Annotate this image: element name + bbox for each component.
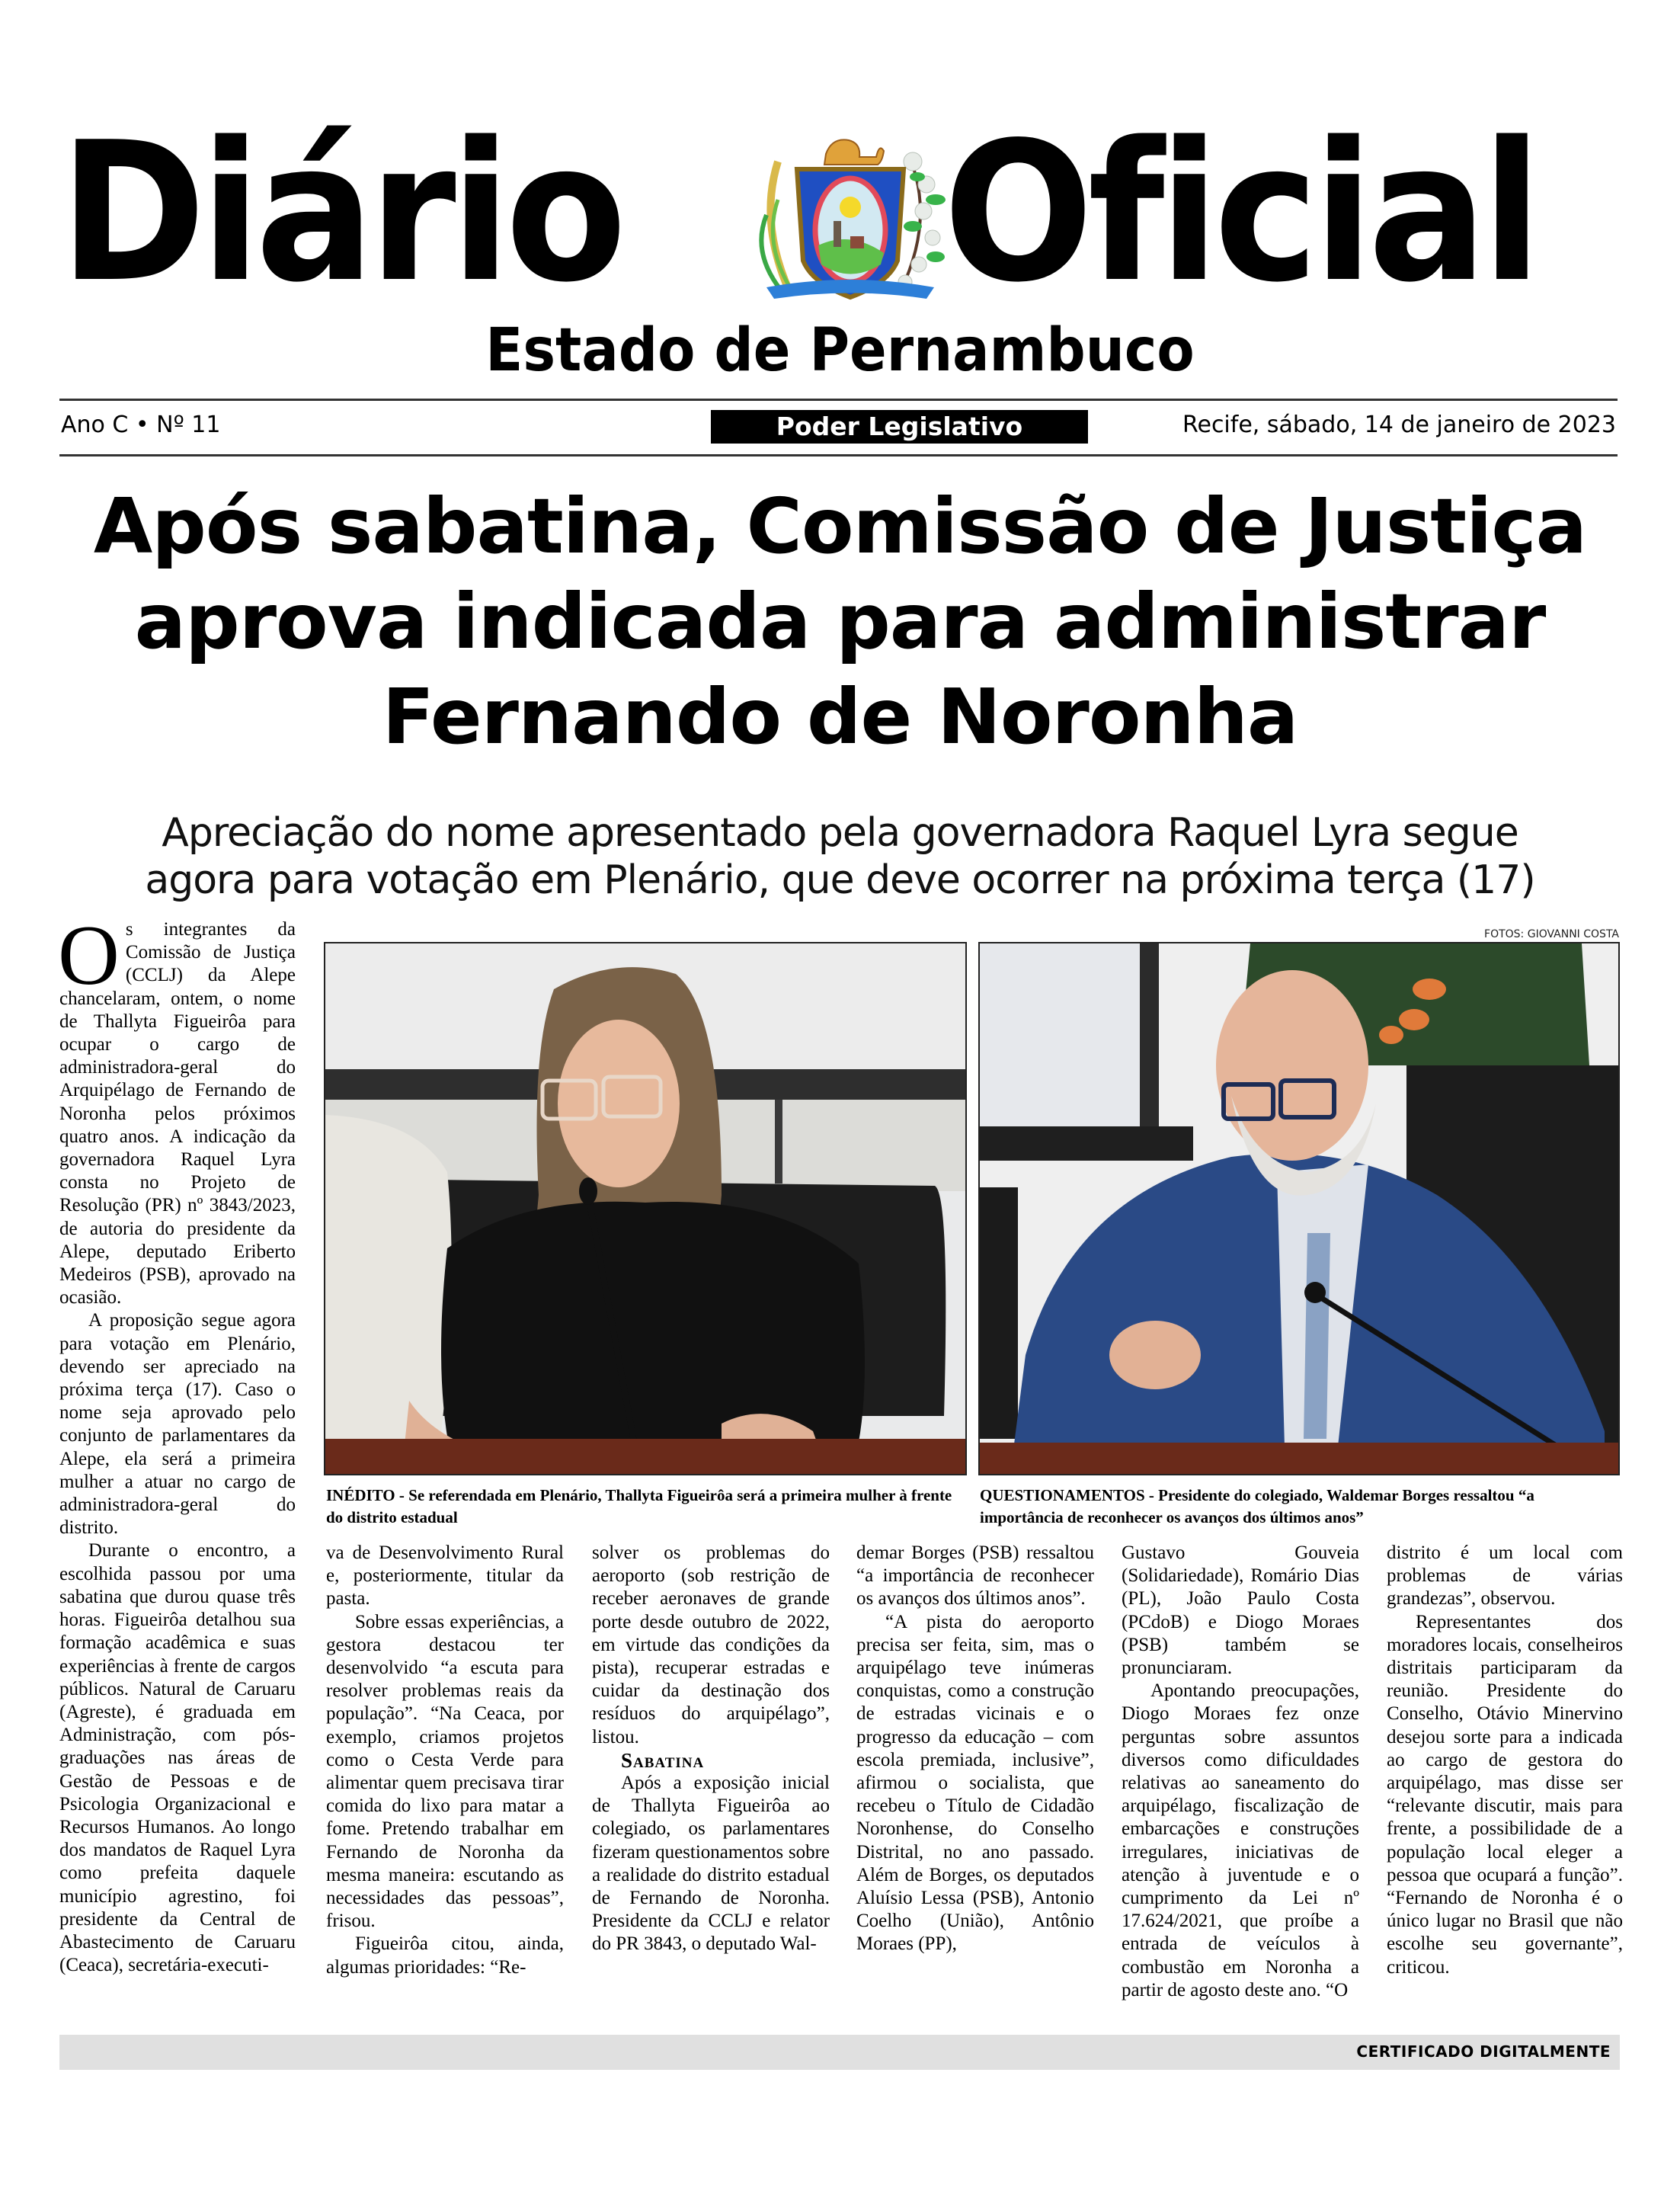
- article-column-4: [856, 1542, 1094, 1956]
- caption-label: QUESTIONAMENTOS: [980, 1486, 1145, 1504]
- dek-line: agora para votação em Plenário, que deve ocorrer na próxima terça (17): [145, 857, 1535, 903]
- article-column-1: [58, 908, 296, 1977]
- paragraph: Figueirôa citou, ainda, algumas prioridades: “Re-: [326, 1933, 564, 1978]
- photo-caption: [980, 1485, 1620, 1529]
- photo-credit: FOTOS: GIOVANNI COSTA: [1484, 928, 1619, 940]
- article-column-3: [592, 1542, 830, 1956]
- paragraph-text: s integrantes da Comissão de Justiça (CCLJ) da Alepe chancelaram, ontem, o nome de Thallyta Figueirôa para ocupar o cargo de administradora-geral do Arquipélago de Fernando de Noronha pelos próximos quatro anos. A indicação da governadora Raquel Lyra consta no Projeto de Resolução (PR) nº 3843/2023, de autoria do presidente da Alepe, deputado Eriberto Medeiros (PSB), aprovado na ocasião.: [59, 919, 296, 1309]
- headline-line: aprova indicada para administrar: [134, 577, 1546, 666]
- paragraph: demar Borges (PSB) ressaltou “a importância de reconhecer os avanços dos últimos anos”.: [856, 1542, 1094, 1610]
- paragraph: “A pista do aeroporto precisa ser feita, sim, mas o arquipélago teve inúmeras conquistas, como a construção de estradas vicinais e o progresso da educação – com escola premiada, inclusive”, afirmou o socialista, que recebeu o Título de Cidadão Noronhense, do Conselho Distrital, no ano passado. Além de Borges, os deputados Aluísio Lessa (PSB), Antonio Coelho (União), Antônio Moraes (PP),: [856, 1611, 1094, 1955]
- paragraph: Apontando preocupações, Diogo Moraes fez onze perguntas sobre assuntos diversos como dificuldades relativas ao saneamento do arquipélago, fiscalização de embarcações e construções irregulares, iniciativas de atenção à juventude e o cumprimento da Lei nº 17.624/2021, que proíbe a entrada de veículos à combustão em Noronha a partir de agosto deste ano. “O: [1122, 1680, 1359, 2000]
- info-bar: [59, 405, 1618, 448]
- headline-line: Após sabatina, Comissão de Justiça: [93, 482, 1587, 571]
- article-dek: [46, 809, 1634, 904]
- masthead-subtitle: Estado de Pernambuco: [485, 316, 1195, 385]
- dek-line: Apreciação do nome apresentado pela governadora Raquel Lyra segue: [162, 810, 1518, 856]
- divider-bottom: [59, 454, 1618, 456]
- paragraph: A proposição segue agora para votação em Plenário, devendo ser apreciado na próxima terça (17). Caso o nome seja aprovado pelo conjunto de parlamentares da Alepe, ela será a primeira mulher a atuar no cargo de administradora-geral do distrito.: [59, 1310, 296, 1539]
- section-subhead: Sabatina: [621, 1748, 705, 1772]
- caption-label: INÉDITO: [326, 1486, 395, 1504]
- article-headline: [46, 479, 1634, 764]
- footer-bar: [59, 2035, 1620, 2070]
- article-column-2: [326, 1542, 564, 1979]
- dateline: Recife, sábado, 14 de janeiro de 2023: [1182, 412, 1616, 438]
- caption-text: - Presidente do colegiado, Waldemar Borges ressaltou “a importância de reconhecer os avanços dos últimos anos”: [980, 1486, 1534, 1526]
- pernambuco-coat-of-arms-icon: [736, 131, 965, 306]
- section-badge: Poder Legislativo: [711, 410, 1088, 444]
- photo-waldemar-borges: [978, 942, 1620, 1475]
- paragraph: Representantes dos moradores locais, conselheiros distritais participaram da reunião. Presidente do Conselho, Otávio Minervino desejou sorte para a indicada ao cargo de gestora do arquipélago, mas disse ser “relevante discutir, mais para frente, a possibilidade de a população local eleger a pessoa que ocupará a função”. “Fernando de Noronha é o único lugar no Brasil que não escolhe seu governante”, criticou.: [1387, 1611, 1623, 1978]
- photo-caption: [326, 1485, 966, 1529]
- masthead-title-right: Oficial: [943, 101, 1537, 325]
- digital-certification-label: CERTIFICADO DIGITALMENTE: [1356, 2042, 1611, 2061]
- paragraph: [58, 908, 296, 1309]
- article-column-6: [1387, 1542, 1623, 1979]
- photo-2-illustration: [980, 943, 1618, 1474]
- caption-text: - Se referendada em Plenário, Thallyta Figueirôa será a primeira mulher à frente do distrito estadual: [326, 1486, 952, 1526]
- paragraph: solver os problemas do aeroporto (sob restrição de receber aeronaves de grande porte desde outubro de 2022, em virtude das condições da pista), recuperar estradas e cuidar da destinação dos resíduos do arquipélago”, listou.: [592, 1542, 830, 1747]
- paragraph: Gustavo Gouveia (Solidariedade), Romário Dias (PL), João Paulo Costa (PCdoB) e Diogo Moraes (PSB) também se pronunciaram.: [1122, 1542, 1359, 1679]
- paragraph: Sobre essas experiências, a gestora destacou ter desenvolvido “a escuta para resolver problemas reais da população”. “Na Ceaca, por exemplo, criamos projetos como o Cesta Verde para alimentar quem precisava tirar comida do lixo para matar a fome. Pretendo trabalhar em Fernando de Noronha da mesma maneira: escutando as necessidades das pessoas”, frisou.: [326, 1611, 564, 1932]
- masthead: [59, 101, 1621, 325]
- article-column-5: [1122, 1542, 1359, 2002]
- paragraph: Durante o encontro, a escolhida passou por uma sabatina que durou quase três horas. Figueirôa detalhou sua formação acadêmica e suas experiências à frente de cargos públicos. Natural de Caruaru (Agreste), é graduada em Administração, com pós-graduações nas áreas de Gestão de Pessoas e de Psicologia Organizacional e Recursos Humanos. Ao longo dos mandatos de Raquel Lyra como prefeita daquele município agrestino, foi presidente da Central de Abastecimento de Caruaru (Ceaca), secretária-executi-: [59, 1540, 296, 1976]
- photo-1-illustration: [325, 943, 965, 1474]
- masthead-title-left: Diário: [59, 101, 622, 325]
- paragraph: va de Desenvolvimento Rural e, posteriormente, titular da pasta.: [326, 1542, 564, 1610]
- edition-number: Ano C • Nº 11: [61, 412, 221, 438]
- drop-cap: O: [58, 908, 120, 1003]
- paragraph: Após a exposição inicial de Thallyta Figueirôa ao colegiado, os parlamentares fizeram questionamentos sobre a realidade do distrito estadual de Fernando de Noronha. Presidente da CCLJ e relator do PR 3843, o deputado Wal-: [592, 1773, 830, 1955]
- headline-line: Fernando de Noronha: [382, 672, 1298, 761]
- paragraph: distrito é um local com problemas de várias grandezas”, observou.: [1387, 1542, 1623, 1610]
- divider-top: [59, 399, 1618, 401]
- photo-thallyta-figueiroa: [324, 942, 967, 1475]
